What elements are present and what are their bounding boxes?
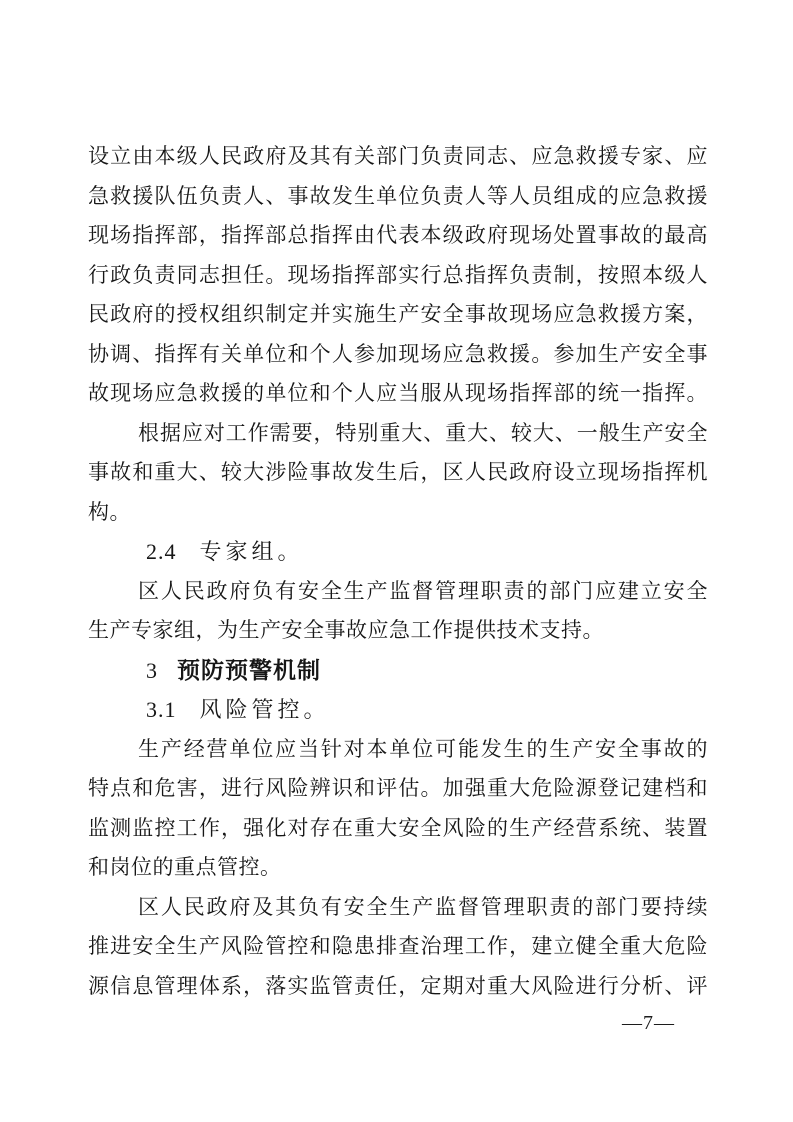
paragraph (88, 414, 708, 533)
text-line: 监测监控工作，强化对存在重大安全风险的生产经营系统、装置 (88, 815, 708, 840)
heading-sub (88, 690, 708, 730)
text-line: 民政府的授权组织制定并实施生产安全事故现场应急救援方案， (88, 302, 708, 326)
text-line: 特点和危害，进行风险辨识和评估。加强重大危险源登记建档和 (88, 776, 708, 800)
text-line: 设立由本级人民政府及其有关部门负责同志、应急救援专家、应 (88, 144, 708, 168)
text-line: 推进安全生产风险管控和隐患排查治理工作，建立健全重大危险 (88, 934, 708, 958)
paragraph (88, 888, 708, 1007)
heading-number: 3.1 (146, 697, 177, 722)
text-line: 生产经营单位应当针对本单位可能发生的生产安全事故的 (138, 736, 708, 761)
text-line: 事故和重大、较大涉险事故发生后，区人民政府设立现场指挥机 (88, 460, 708, 484)
text-line: 协调、指挥有关单位和个人参加现场应急救援。参加生产安全事 (88, 341, 708, 366)
text-line: 区人民政府及其负有安全生产监督管理职责的部门要持续 (138, 894, 708, 919)
text-line: 区人民政府负有安全生产监督管理职责的部门应建立安全 (138, 578, 708, 603)
text-line: 和岗位的重点管控。 (88, 855, 282, 879)
heading-sub (88, 532, 708, 572)
heading-main (88, 651, 708, 691)
text-line: 故现场应急救援的单位和个人应当服从现场指挥部的统一指挥。 (88, 381, 708, 405)
page-number: —7— (622, 1012, 675, 1034)
document-body (88, 137, 708, 1006)
heading-title: 专家组。 (199, 539, 304, 564)
heading-number: 2.4 (146, 539, 177, 564)
text-line: 构。 (88, 499, 131, 524)
paragraph (88, 730, 708, 888)
text-line: 源信息管理体系，落实监管责任，定期对重大风险进行分析、评 (88, 973, 708, 998)
paragraph (88, 137, 708, 414)
paragraph (88, 572, 708, 651)
text-line: 生产专家组，为生产安全事故应急工作提供技术支持。 (88, 618, 604, 642)
text-line: 急救援队伍负责人、事故发生单位负责人等人员组成的应急救援 (88, 183, 708, 208)
text-line: 现场指挥部，指挥部总指挥由代表本级政府现场处置事故的最高 (88, 223, 708, 247)
heading-number: 3 (146, 657, 157, 683)
heading-title: 预防预警机制 (177, 656, 321, 683)
text-line: 根据应对工作需要，特别重大、重大、较大、一般生产安全 (138, 420, 708, 445)
text-line: 行政负责同志担任。现场指挥部实行总指挥负责制，按照本级人 (88, 262, 708, 287)
heading-title: 风险管控。 (199, 697, 330, 722)
